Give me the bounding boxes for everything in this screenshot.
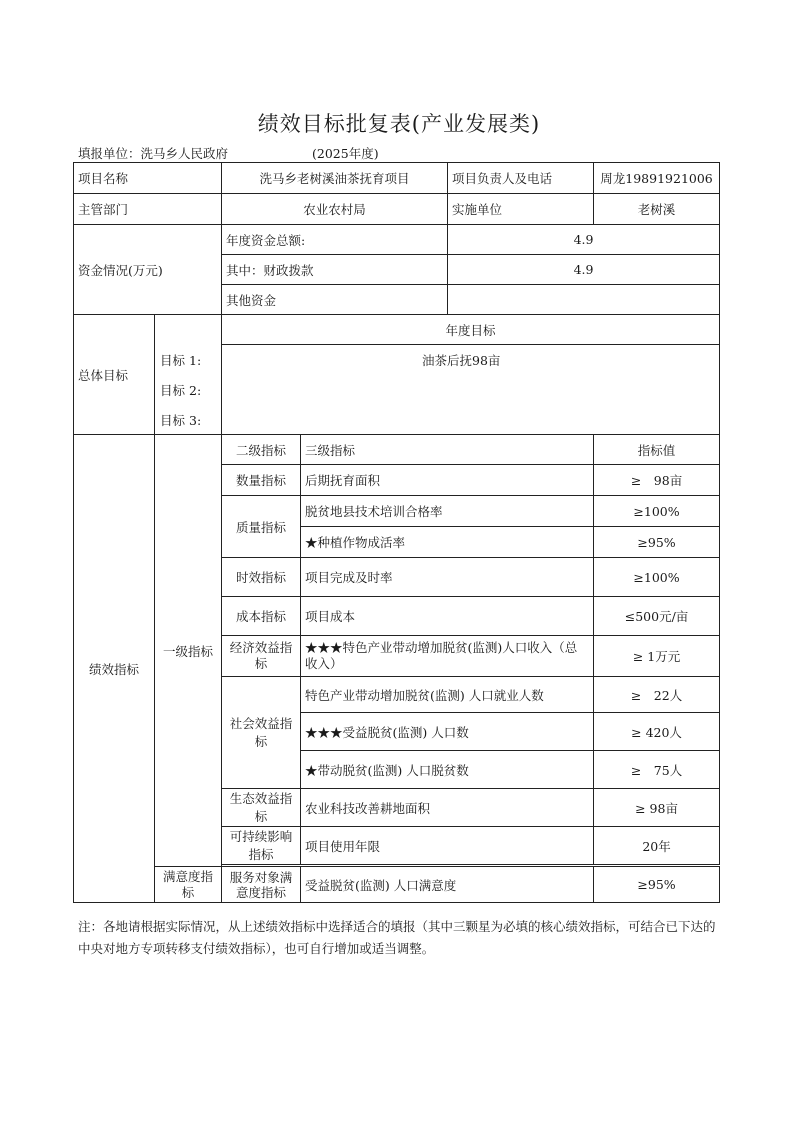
goal-1-label: 目标 1: <box>160 353 202 368</box>
contact-label: 项目负责人及电话 <box>448 163 594 194</box>
fill-year: (2025年度) <box>312 146 379 161</box>
impl-value: 老树溪 <box>594 194 720 225</box>
perf-label: 绩效指标 <box>74 435 155 903</box>
quantity-category: 数量指标 <box>222 465 301 496</box>
eco-category: 生态效益指标 <box>222 789 301 827</box>
econ-category: 经济效益指标 <box>222 636 301 677</box>
dept-label: 主管部门 <box>74 194 222 225</box>
satisfaction-category: 服务对象满意度指标 <box>222 867 301 903</box>
sustain-category: 可持续影响指标 <box>222 827 301 865</box>
impl-label: 实施单位 <box>448 194 594 225</box>
value-header: 指标值 <box>594 435 720 465</box>
satisfaction-indicator: 受益脱贫(监测) 人口满意度 <box>301 867 594 903</box>
sustain-indicator: 项目使用年限 <box>301 827 594 865</box>
sustain-value: 20年 <box>594 827 720 865</box>
level1-label: 一级指标 <box>155 435 222 867</box>
funds-other-value <box>448 285 720 315</box>
goal-1-cell <box>160 345 720 375</box>
social-value-2: ≥ 420人 <box>594 713 720 751</box>
contact-value: 周龙19891921006 <box>594 163 720 194</box>
social-indicator-2: ★★★受益脱贫(监测) 人口数 <box>301 713 594 751</box>
quantity-indicator: 后期抚育面积 <box>301 465 594 496</box>
econ-value: ≥ 1万元 <box>594 636 720 677</box>
quality-category: 质量指标 <box>222 496 301 558</box>
eco-value: ≥ 98亩 <box>594 789 720 827</box>
econ-indicator: ★★★特色产业带动增加脱贫(监测)人口收入（总收入） <box>301 636 594 677</box>
goal-1-value: 油茶后抚98亩 <box>422 353 501 368</box>
quality-value-2: ≥95% <box>594 527 720 558</box>
quantity-value: ≥ 98亩 <box>594 465 720 496</box>
time-category: 时效指标 <box>222 558 301 597</box>
goals-header-row <box>74 315 720 345</box>
goal-2-label: 目标 2: <box>160 382 202 398</box>
perf-header-row <box>74 435 720 465</box>
fill-unit: 填报单位：洗马乡人民政府 <box>78 146 229 161</box>
time-value: ≥100% <box>594 558 720 597</box>
funds-total-label: 年度资金总额: <box>222 225 448 255</box>
satisfaction-level1: 满意度指标 <box>155 867 222 903</box>
funds-fiscal-label: 其中：财政拨款 <box>222 255 448 285</box>
cost-value: ≤500元/亩 <box>594 597 720 636</box>
goal-3-label: 目标 3: <box>160 412 202 428</box>
social-category: 社会效益指标 <box>222 677 301 789</box>
eco-indicator: 农业科技改善耕地面积 <box>301 789 594 827</box>
goal-2-cell <box>160 375 720 405</box>
level3-header: 三级指标 <box>301 435 594 465</box>
social-indicator-1: 特色产业带动增加脱贫(监测) 人口就业人数 <box>301 677 594 713</box>
goal-3-cell <box>160 405 720 435</box>
dept-row <box>74 194 720 225</box>
quality-indicator-1: 脱贫地县技术培训合格率 <box>301 496 594 527</box>
quality-indicator-2: ★种植作物成活率 <box>301 527 594 558</box>
social-value-1: ≥ 22人 <box>594 677 720 713</box>
funds-fiscal-value: 4.9 <box>448 255 720 285</box>
time-indicator: 项目完成及时率 <box>301 558 594 597</box>
goals-label: 总体目标 <box>74 315 155 435</box>
dept-value: 农业农村局 <box>222 194 448 225</box>
quality-value-1: ≥100% <box>594 496 720 527</box>
project-name-label: 项目名称 <box>74 163 222 194</box>
social-value-3: ≥ 75人 <box>594 751 720 789</box>
level2-header: 二级指标 <box>222 435 301 465</box>
project-row <box>74 163 720 194</box>
cost-indicator: 项目成本 <box>301 597 594 636</box>
goals-header: 年度目标 <box>222 315 720 345</box>
social-indicator-3: ★带动脱贫(监测) 人口脱贫数 <box>301 751 594 789</box>
funds-label: 资金情况(万元) <box>74 225 222 315</box>
satisfaction-value: ≥95% <box>594 867 720 903</box>
target-table <box>73 162 720 903</box>
funds-total-value: 4.9 <box>448 225 720 255</box>
project-name-value: 洗马乡老树溪油茶抚育项目 <box>222 163 448 194</box>
funds-total-row <box>74 225 720 255</box>
funds-other-label: 其他资金 <box>222 285 448 315</box>
footnote: 注：各地请根据实际情况，从上述绩效指标中选择适合的填报（其中三颗星为必填的核心绩效指标，可结合已下达的中央对地方专项转移支付绩效指标），也可自行增加或适当调整。 <box>78 919 716 956</box>
perf-row-satisfaction <box>74 867 720 903</box>
page-title: 绩效目标批复表(产业发展类) <box>257 112 541 136</box>
cost-category: 成本指标 <box>222 597 301 636</box>
